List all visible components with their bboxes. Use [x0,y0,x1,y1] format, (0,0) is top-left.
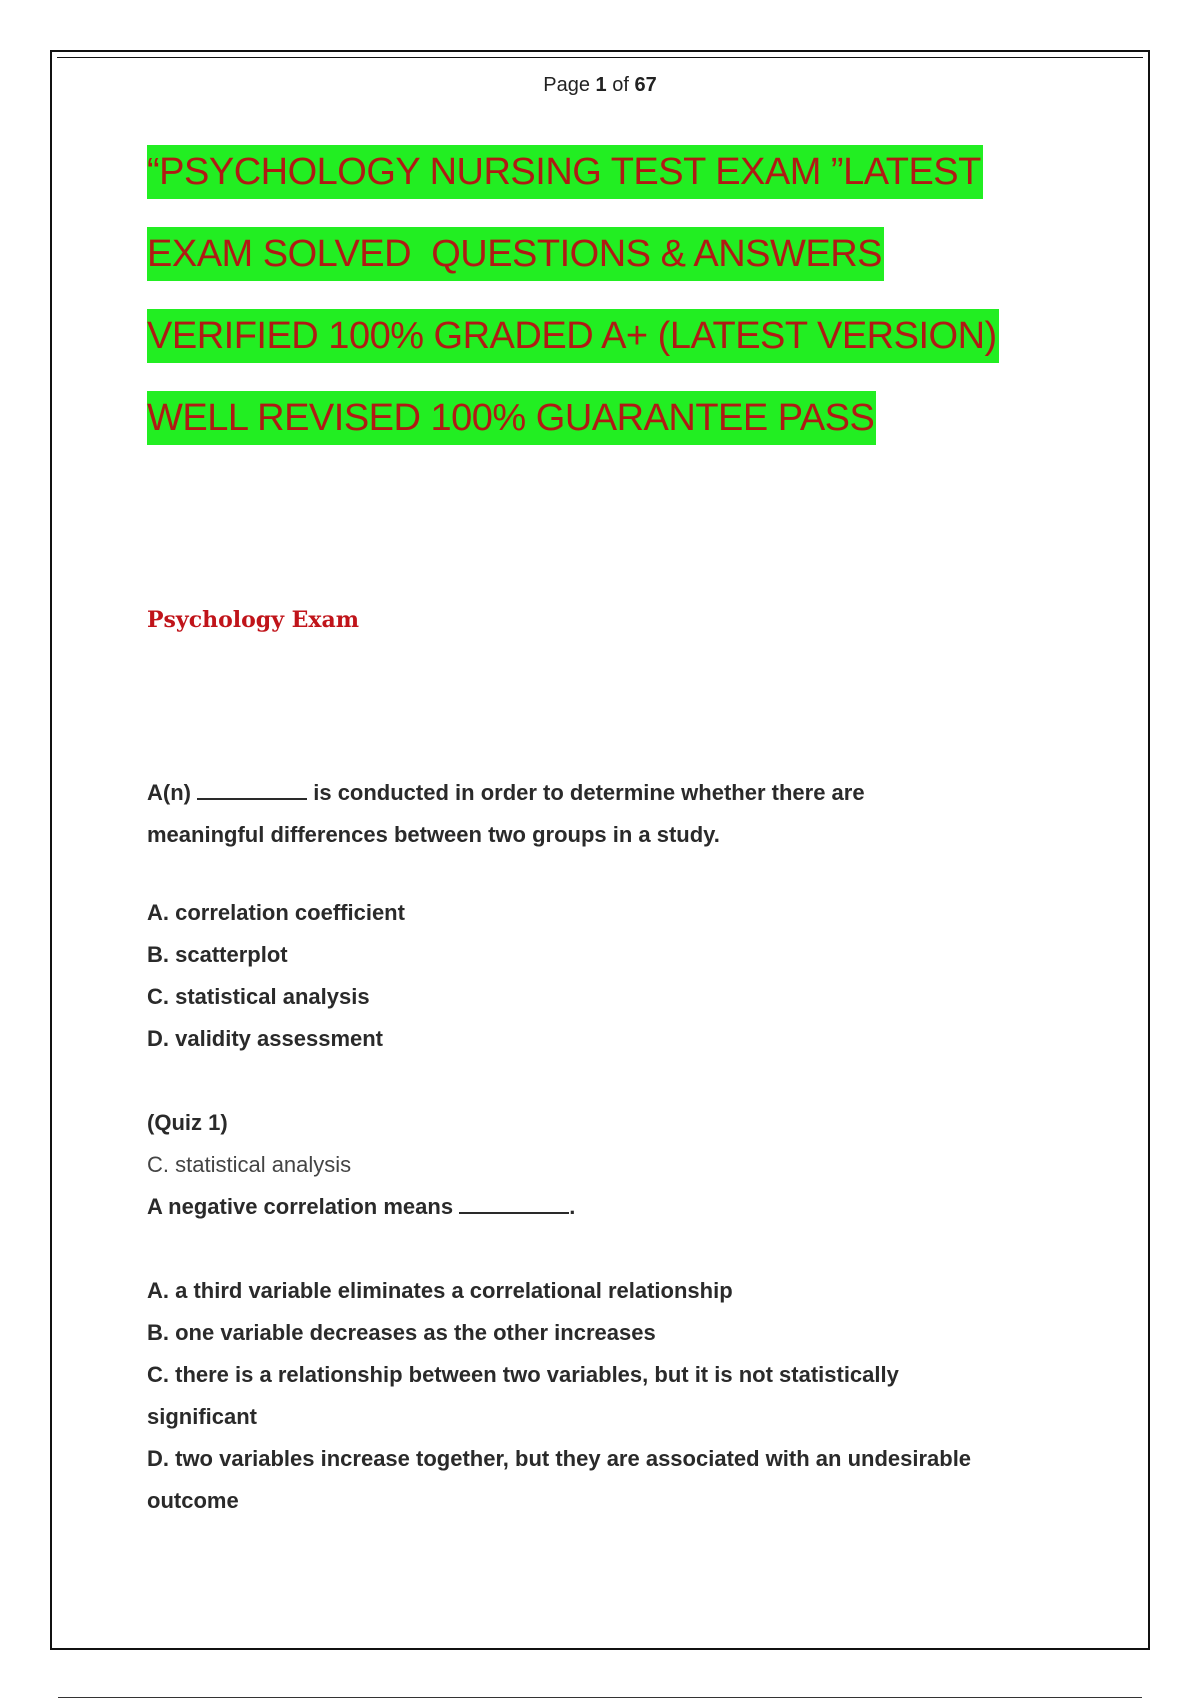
option-a: A. correlation coefficient [147,900,405,925]
question-1-answer-block [147,1102,1107,1228]
question-1-options [147,892,1107,1060]
question-1-rest: is conducted in order to determine whether there are [313,780,865,805]
option-c: C. statistical analysis [147,984,370,1009]
document-title [147,145,999,473]
option-a: A. a third variable eliminates a correlational relationship [147,1278,733,1303]
next-page-top-rule [58,1697,1142,1698]
page-frame [50,50,1150,1650]
page-number [52,74,1148,97]
option-d: D. validity assessment [147,1026,384,1051]
quiz-source: (Quiz 1) [147,1110,228,1135]
question-2-suffix: . [569,1194,576,1219]
section-heading: Psychology Exam [147,607,360,633]
question-1-line-2: meaningful differences between two groups in a study. [147,822,720,847]
question-2-line-1 [147,1186,1107,1228]
page-current: 1 [595,74,607,96]
title-line-3: VERIFIED 100% GRADED A+ (LATEST VERSION) [147,309,999,363]
fill-blank [197,780,307,800]
question-1-prefix: A(n) [147,780,191,805]
question-1 [147,772,1107,856]
option-d-continued: outcome [147,1488,239,1513]
option-c: C. there is a relationship between two variables, but it is not statistically [147,1362,899,1387]
answer-text: C. statistical analysis [147,1152,352,1177]
title-line-2: EXAM SOLVED QUESTIONS & ANSWERS [147,227,884,281]
option-d: D. two variables increase together, but they are associated with an undesirable [147,1446,972,1471]
option-c-continued: significant [147,1404,258,1429]
page-prefix: Page [543,74,590,96]
page-total: 67 [634,74,657,96]
option-b: B. one variable decreases as the other increases [147,1320,656,1345]
fill-blank [459,1194,569,1214]
option-b: B. scatterplot [147,942,288,967]
question-2-options [147,1270,1107,1522]
question-2-prefix: A negative correlation means [147,1194,454,1219]
title-line-4: WELL REVISED 100% GUARANTEE PASS [147,391,876,445]
page-of: of [612,74,629,96]
top-rule [57,57,1143,58]
title-line-1: “PSYCHOLOGY NURSING TEST EXAM ”LATEST [147,145,983,199]
question-1-line-1 [147,772,1107,814]
